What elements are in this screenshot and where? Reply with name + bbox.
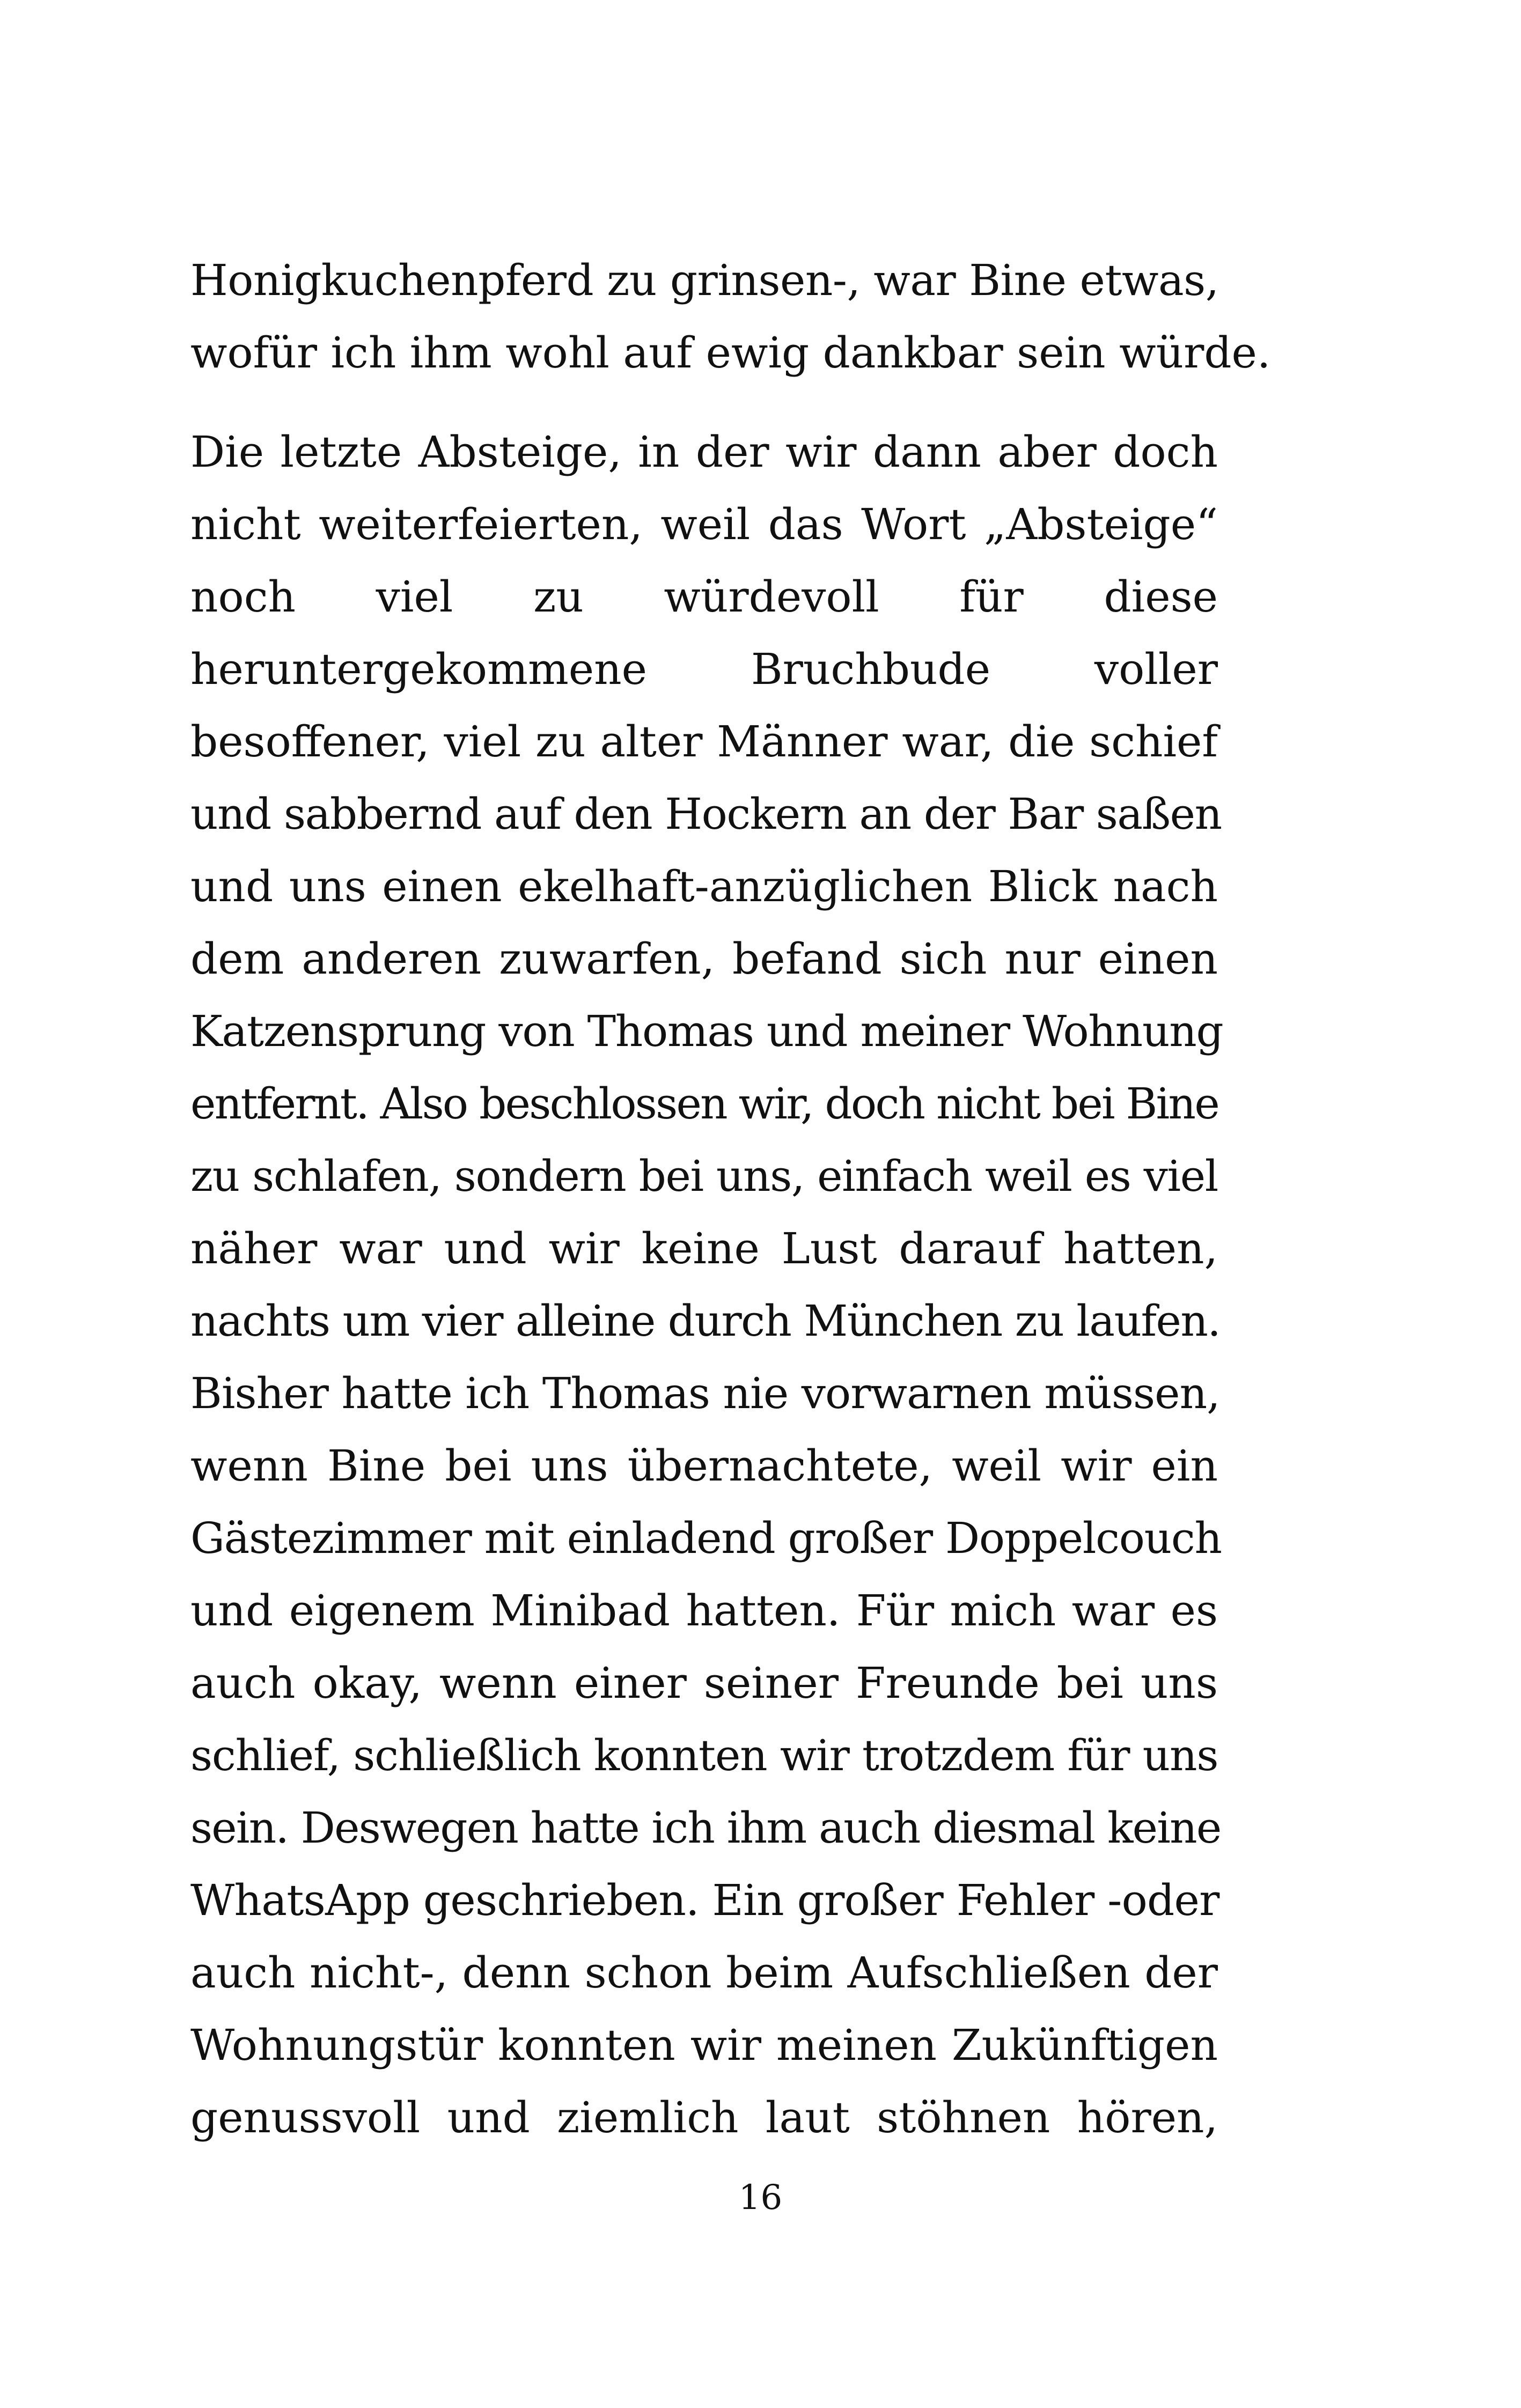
text-line: und eigenem Minibad hatten. Für mich war es (190, 1586, 1218, 1636)
text-line: Bisher hatte ich Thomas nie vorwarnen müssen, (190, 1368, 1220, 1418)
page-number: 16 (738, 2178, 783, 2218)
text-line: auch okay, wenn einer seiner Freunde bei uns (190, 1658, 1218, 1708)
text-line: sein. Deswegen hatte ich ihm auch diesmal keine (190, 1803, 1221, 1853)
text-line: Honigkuchenpferd zu grinsen-, war Bine etwas, (190, 255, 1219, 305)
text-line: zu schlafen, sondern bei uns, einfach weil es viel (190, 1151, 1218, 1201)
text-line: noch viel zu würdevoll für diese (190, 572, 1218, 622)
text-line: dem anderen zuwarfen, befand sich nur einen (190, 934, 1218, 984)
text-line: nachts um vier alleine durch München zu laufen. (190, 1296, 1221, 1346)
paragraph-2 (190, 416, 1223, 2154)
text-line: besoffener, viel zu alter Männer war, die schief (190, 717, 1218, 767)
text-line: wenn Bine bei uns übernachtete, weil wir ein (190, 1441, 1218, 1491)
text-line: Wohnungstür konnten wir meinen Zukünftigen (190, 2020, 1218, 2070)
paragraph-1 (190, 244, 1271, 389)
body-text (190, 244, 1271, 2154)
text-line: Katzensprung von Thomas und meiner Wohnung (190, 1006, 1223, 1056)
text-line: Die letzte Absteige, in der wir dann aber doch (190, 427, 1218, 477)
text-line: wofür ich ihm wohl auf ewig dankbar sein würde. (190, 328, 1271, 378)
text-line: WhatsApp geschrieben. Ein großer Fehler -oder (190, 1875, 1219, 1925)
text-line: heruntergekommene Bruchbude voller (190, 644, 1218, 694)
text-line: auch nicht-, denn schon beim Aufschließen der (190, 1948, 1218, 1998)
text-line: genussvoll und ziemlich laut stöhnen hören, (190, 2093, 1218, 2142)
text-line: näher war und wir keine Lust darauf hatten, (190, 1224, 1218, 1273)
text-line: Gästezimmer mit einladend großer Doppelcouch (190, 1513, 1222, 1563)
text-line: schlief, schließlich konnten wir trotzdem für uns (190, 1730, 1218, 1780)
text-line: nicht weiterfeierten, weil das Wort „Absteige“ (190, 499, 1218, 549)
text-line: und sabbernd auf den Hockern an der Bar saßen (190, 789, 1222, 839)
text-line: und uns einen ekelhaft-anzüglichen Blick nach (190, 861, 1218, 911)
text-line: entfernt. Also beschlossen wir, doch nicht bei Bine (190, 1079, 1218, 1129)
